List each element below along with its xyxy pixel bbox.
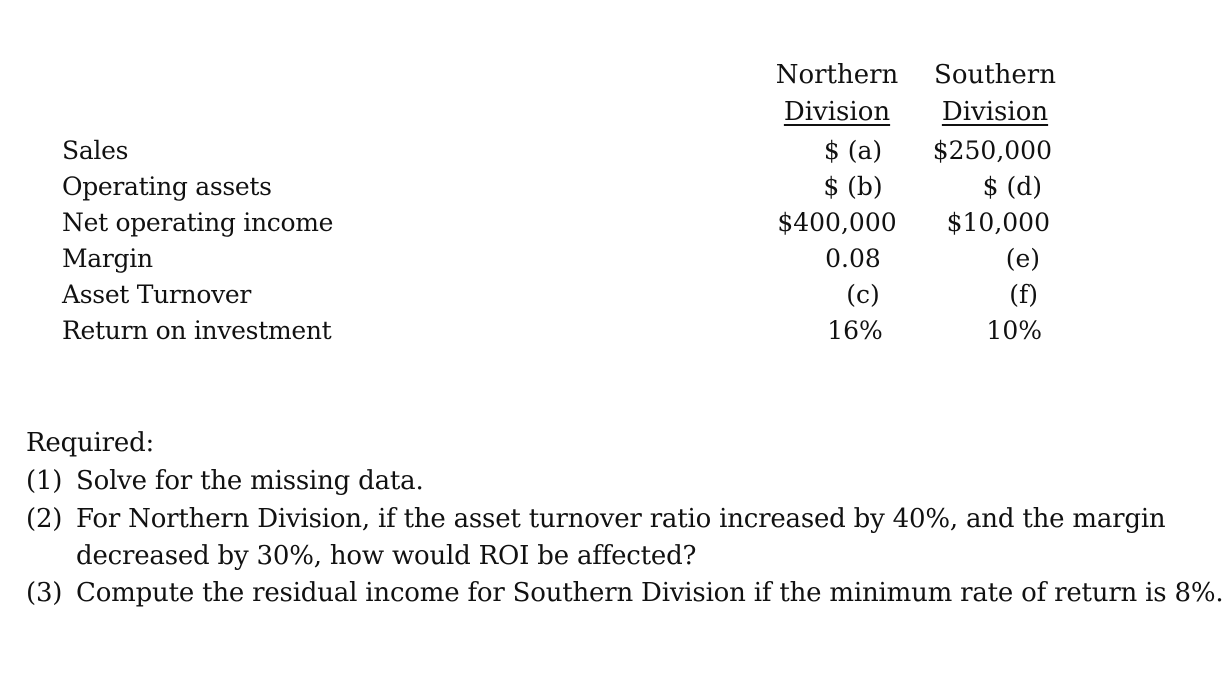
northern-header-line2: Division bbox=[783, 97, 891, 127]
northern-margin: 0.08 bbox=[825, 244, 881, 273]
southern-sales: $250,000 bbox=[932, 136, 1052, 165]
northern-roi: 16% bbox=[827, 316, 883, 345]
row-label-net-operating-income: Net operating income bbox=[62, 208, 334, 237]
southern-net-operating-income: $10,000 bbox=[946, 208, 1050, 237]
required-item-3-text: Compute the residual income for Southern Division if the minimum rate of return is 8%. bbox=[76, 578, 1224, 608]
northern-header-line1: Northern bbox=[775, 60, 899, 90]
required-item-3-num: (3) bbox=[26, 578, 63, 608]
row-label-roi: Return on investment bbox=[62, 316, 332, 345]
southern-roi: 10% bbox=[986, 316, 1042, 345]
required-item-1-text: Solve for the missing data. bbox=[76, 466, 424, 496]
required-item-1-num: (1) bbox=[26, 466, 63, 496]
required-item-2-text-line1: For Northern Division, if the asset turnover ratio increased by 40%, and the margin bbox=[76, 504, 1166, 534]
southern-operating-assets: $ (d) bbox=[982, 172, 1042, 201]
row-label-asset-turnover: Asset Turnover bbox=[62, 280, 252, 309]
southern-header-line2: Division bbox=[941, 97, 1049, 127]
required-item-2-num: (2) bbox=[26, 504, 63, 534]
southern-margin: (e) bbox=[1005, 244, 1040, 273]
southern-asset-turnover: (f) bbox=[1009, 280, 1038, 309]
northern-asset-turnover: (c) bbox=[846, 280, 880, 309]
required-item-2-text-line2: decreased by 30%, how would ROI be affected? bbox=[76, 541, 697, 571]
row-label-margin: Margin bbox=[62, 244, 153, 273]
row-label-operating-assets: Operating assets bbox=[62, 172, 272, 201]
northern-operating-assets: $ (b) bbox=[823, 172, 883, 201]
required-title: Required: bbox=[26, 428, 155, 458]
northern-sales: $ (a) bbox=[823, 136, 883, 165]
northern-net-operating-income: $400,000 bbox=[777, 208, 897, 237]
row-label-sales: Sales bbox=[62, 136, 129, 165]
southern-header-line1: Southern bbox=[934, 60, 1056, 90]
